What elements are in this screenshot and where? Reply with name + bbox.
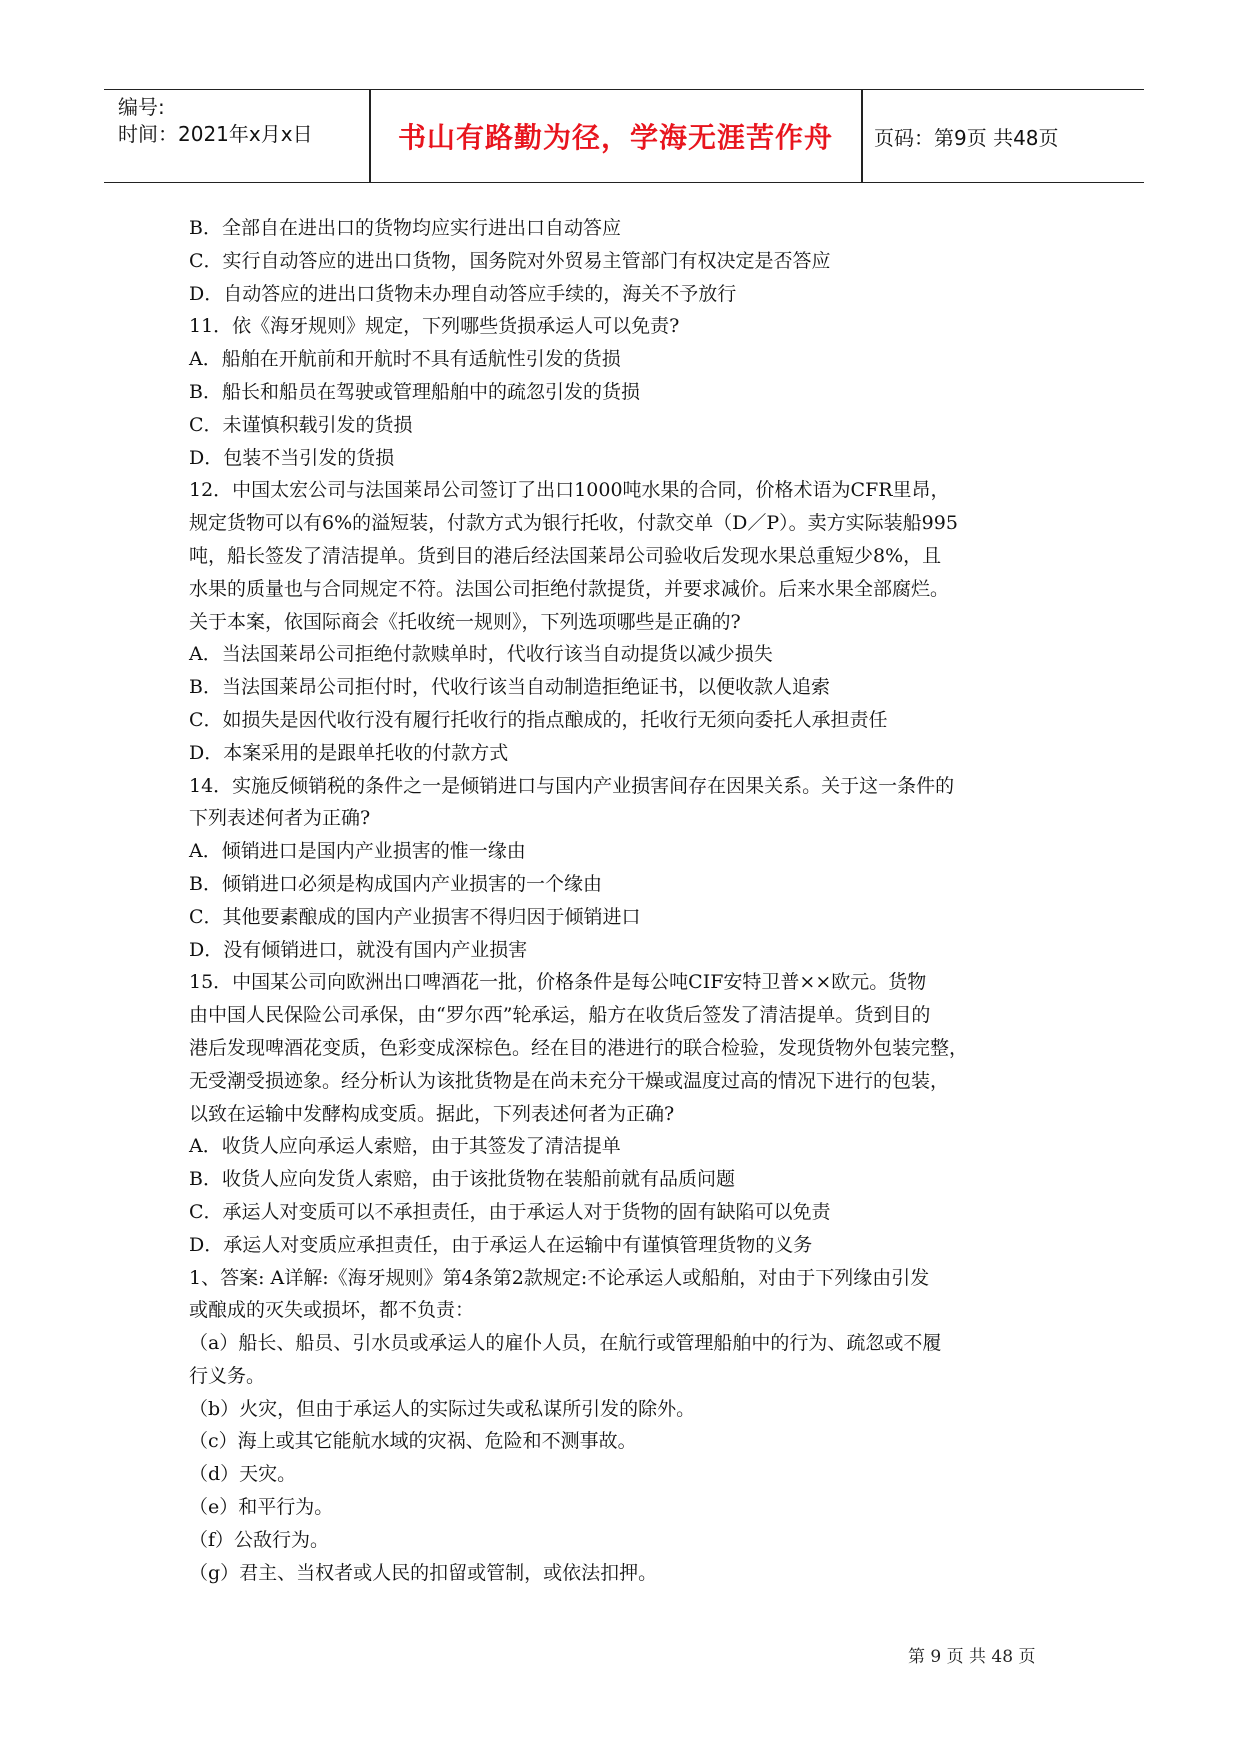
text-line: （g）君主、当权者或人民的扣留或管制，或依法扣押。 [189,1561,658,1584]
text-line: D．没有倾销进口，就没有国内产业损害 [189,938,528,961]
text-line: （b）火灾，但由于承运人的实际过失或私谋所引发的除外。 [189,1397,696,1420]
text-line: D．包装不当引发的货损 [189,446,395,469]
text-line: （f）公敌行为。 [189,1528,330,1551]
text-line: 以致在运输中发酵构成变质。据此，下列表述何者为正确? [189,1102,675,1125]
text-line: C．其他要素酿成的国内产业损害不得归因于倾销进口 [189,905,641,928]
header-divider [861,90,863,182]
text-line: （a）船长、船员、引水员或承运人的雇仆人员，在航行或管理船舶中的行为、疏忽或不履 [189,1332,942,1355]
text-line: D．自动答应的进出口货物未办理自动答应手续的，海关不予放行 [189,282,737,305]
header-meta [118,94,368,148]
text-line: A．收货人应向承运人索赔，由于其签发了清洁提单 [189,1135,621,1158]
text-line: （c）海上或其它能航水域的灾祸、危险和不测事故。 [189,1430,637,1453]
text-line: B．全部自在进出口的货物均应实行进出口自动答应 [189,217,621,239]
text-line: C．实行自动答应的进出口货物，国务院对外贸易主管部门有权决定是否答应 [189,249,831,272]
text-line: 由中国人民保险公司承保，由“罗尔西”轮承运，船方在收货后签发了清洁提单。货到目的 [189,1004,931,1027]
text-line: C．承运人对变质可以不承担责任，由于承运人对于货物的固有缺陷可以免责 [189,1200,831,1223]
number-label: 编号: [118,95,165,119]
text-line: 关于本案，依国际商会《托收统一规则》，下列选项哪些是正确的? [189,610,741,633]
text-line: B．收货人应向发货人索赔，由于该批货物在装船前就有品质问题 [189,1168,735,1191]
text-line: 行义务。 [189,1364,266,1387]
page-footer: 第 9 页 共 48 页 [908,1647,1036,1667]
time-label: 时间：2021年x月x日 [118,122,313,146]
text-line: 无受潮受损迹象。经分析认为该批货物是在尚未充分干燥或温度过高的情况下进行的包装， [189,1069,950,1092]
text-line: C．未谨慎积载引发的货损 [189,413,413,436]
text-line: （d）天灾。 [189,1463,297,1486]
text-line: A．倾销进口是国内产业损害的惟一缘由 [189,840,526,863]
text-line: 规定货物可以有6%的溢短装，付款方式为银行托收，付款交单（D／P）。卖方实际装船995 [189,512,958,535]
header-motto: 书山有路勤为径，学海无涯苦作舟 [397,121,833,154]
document-body [189,212,1069,1589]
text-line: 12．中国太宏公司与法国莱昂公司签订了出口1000吨水果的合同，价格术语为CFR里昂， [189,479,950,502]
text-line: 下列表述何者为正确? [189,807,371,830]
text-line: 港后发现啤酒花变质，色彩变成深棕色。经在目的港进行的联合检验，发现货物外包装完整， [189,1036,969,1059]
text-line: C．如损失是因代收行没有履行托收行的指点酿成的，托收行无须向委托人承担责任 [189,708,888,731]
text-line: B．船长和船员在驾驶或管理船舶中的疏忽引发的货损 [189,380,640,403]
text-line: 14．实施反倾销税的条件之一是倾销进口与国内产业损害间存在因果关系。关于这一条件的 [189,774,955,797]
text-line: （e）和平行为。 [189,1496,334,1519]
text-line: 1、答案: A详解:《海牙规则》第4条第2款规定:不论承运人或船舶，对由于下列缘由引发 [189,1266,930,1289]
header-page-label: 页码：第9页 共48页 [874,125,1059,150]
text-line: 15．中国某公司向欧洲出口啤酒花一批，价格条件是每公吨CIF安特卫普××欧元。货物 [189,971,927,994]
text-line: A．船舶在开航前和开航时不具有适航性引发的货损 [189,348,621,371]
text-line: 11．依《海牙规则》规定，下列哪些货损承运人可以免责? [189,315,680,338]
page-header [104,89,1144,183]
text-line: 水果的质量也与合同规定不符。法国公司拒绝付款提货，并要求减价。后来水果全部腐烂。 [189,577,950,600]
text-line: D．承运人对变质应承担责任，由于承运人在运输中有谨慎管理货物的义务 [189,1233,813,1256]
text-line: 吨，船长签发了清洁提单。货到目的港后经法国莱昂公司验收后发现水果总重短少8%，且 [189,544,942,567]
text-line: B．当法国莱昂公司拒付时，代收行该当自动制造拒绝证书，以便收款人追索 [189,676,830,699]
text-line: 或酿成的灭失或损坏，都不负责： [189,1299,475,1322]
text-line: B．倾销进口必须是构成国内产业损害的一个缘由 [189,872,602,895]
text-line: D．本案采用的是跟单托收的付款方式 [189,741,509,764]
text-line: A．当法国莱昂公司拒绝付款赎单时，代收行该当自动提货以减少损失 [189,643,773,666]
